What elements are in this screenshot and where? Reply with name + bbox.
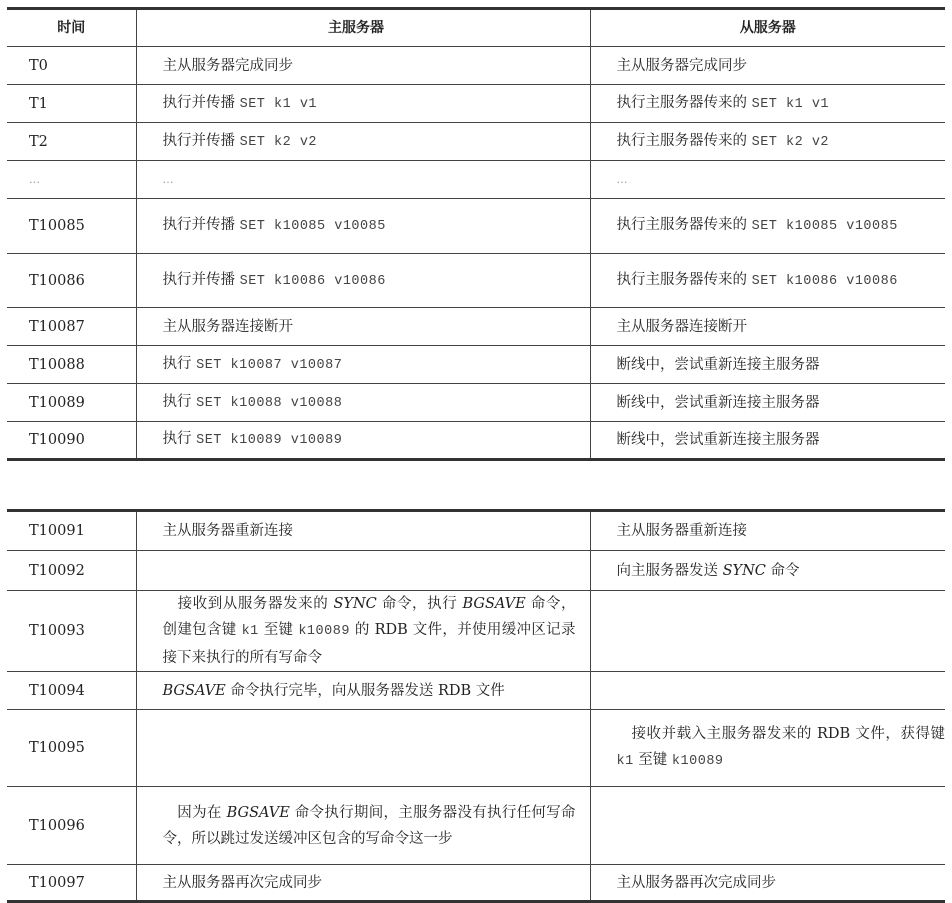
slave-text-segment: 断线中，尝试重新连接主服务器 <box>616 394 820 411</box>
table-row <box>7 346 945 384</box>
slave-text-segment: 主从服务器连接断开 <box>616 318 747 335</box>
master-cell <box>136 591 590 672</box>
table-row <box>7 672 945 710</box>
slave-text-segment: 接收并载入主服务器发来的 RDB 文件，获得键 <box>616 726 945 742</box>
master-text-segment: 执行 <box>162 393 197 410</box>
slave-cell <box>590 672 945 710</box>
slave-cell <box>590 710 945 787</box>
master-text-segment: SET k1 v1 <box>239 96 318 112</box>
slave-text-segment: 向主服务器发送 <box>616 562 723 579</box>
time-cell: T10093 <box>7 591 136 672</box>
header-time: 时间 <box>7 9 136 47</box>
master-text-segment: 执行并传播 <box>162 94 240 111</box>
master-cell <box>136 47 590 85</box>
slave-cell <box>590 308 945 346</box>
master-text-segment: … <box>162 173 174 186</box>
table-row <box>7 161 945 199</box>
time-cell: T10087 <box>7 308 136 346</box>
master-text-segment: 主从服务器重新连接 <box>162 523 293 539</box>
slave-text-segment: SET k2 v2 <box>751 134 830 150</box>
slave-cell <box>590 85 945 123</box>
master-text-segment: BGSAVE <box>226 804 290 821</box>
table-row <box>7 254 945 308</box>
time-cell: T10097 <box>7 865 136 902</box>
table-row <box>7 551 945 591</box>
slave-cell <box>590 199 945 254</box>
sync-timeline-table-part1 <box>7 7 945 461</box>
slave-text-segment: 主从服务器完成同步 <box>616 57 747 74</box>
time-cell: T10086 <box>7 254 136 308</box>
slave-cell <box>590 161 945 199</box>
table-row <box>7 308 945 346</box>
header-row <box>7 9 945 47</box>
time-cell: T10094 <box>7 672 136 710</box>
slave-text-segment: k10089 <box>671 754 724 769</box>
master-cell <box>136 511 590 551</box>
slave-text-segment: SET k10086 v10086 <box>751 273 898 289</box>
table-row <box>7 511 945 551</box>
slave-cell <box>590 123 945 161</box>
time-cell: T10088 <box>7 346 136 384</box>
master-text-segment: 因为在 <box>162 804 227 821</box>
slave-text-segment: 执行主服务器传来的 <box>616 217 752 233</box>
master-text-segment: SET k10088 v10088 <box>196 395 343 411</box>
master-cell <box>136 384 590 422</box>
master-text-segment: 的 RDB 文件，并使用缓冲区记录接下来执行的所有写命令 <box>162 622 576 666</box>
header-slave: 从服务器 <box>590 9 945 47</box>
slave-text-segment: 主从服务器再次完成同步 <box>616 874 776 891</box>
table-row <box>7 85 945 123</box>
master-text-segment: SET k10089 v10089 <box>196 433 343 448</box>
slave-text-segment: 命令 <box>765 562 800 579</box>
master-text-segment: k10089 <box>298 624 350 639</box>
slave-text-segment: SET k1 v1 <box>751 96 830 112</box>
master-cell <box>136 865 590 902</box>
master-text-segment: k1 <box>241 624 259 639</box>
slave-text-segment: SET k10085 v10085 <box>751 219 898 234</box>
master-text-segment: 执行并传播 <box>162 271 240 288</box>
table-row <box>7 199 945 254</box>
time-cell: T10089 <box>7 384 136 422</box>
time-cell: T10096 <box>7 787 136 865</box>
table-row <box>7 123 945 161</box>
table-row <box>7 865 945 902</box>
table-row <box>7 787 945 865</box>
time-cell: T2 <box>7 123 136 161</box>
master-text-segment: 执行并传播 <box>162 217 240 233</box>
master-text-segment: SET k10086 v10086 <box>239 273 386 289</box>
master-cell <box>136 123 590 161</box>
time-cell: T10091 <box>7 511 136 551</box>
master-cell <box>136 161 590 199</box>
slave-text-segment: 执行主服务器传来的 <box>616 132 752 149</box>
slave-cell <box>590 787 945 865</box>
master-text-segment: 主从服务器再次完成同步 <box>162 874 322 891</box>
slave-text-segment: 执行主服务器传来的 <box>616 271 752 288</box>
master-text-segment: 命令执行期间，主服务器没有执行任何写命令，所以跳过发送缓冲区包含的写命令这一步 <box>162 804 576 847</box>
slave-cell <box>590 511 945 551</box>
master-text-segment: 命令执行完毕，向从服务器发送 RDB 文件 <box>225 682 505 699</box>
master-text-segment: 主从服务器完成同步 <box>162 57 293 74</box>
time-cell: … <box>7 161 136 199</box>
master-text-segment: SET k10085 v10085 <box>239 219 386 234</box>
slave-text-segment: k1 <box>616 754 634 769</box>
master-text-segment: 执行 <box>162 355 197 372</box>
time-cell: T0 <box>7 47 136 85</box>
master-cell <box>136 199 590 254</box>
time-cell: T10092 <box>7 551 136 591</box>
slave-cell <box>590 384 945 422</box>
sync-timeline-table-part2 <box>7 509 945 903</box>
time-cell: T10090 <box>7 422 136 460</box>
slave-cell <box>590 591 945 672</box>
master-text-segment: SYNC <box>333 596 377 612</box>
master-cell <box>136 308 590 346</box>
slave-text-segment: 执行主服务器传来的 <box>616 94 752 111</box>
slave-cell <box>590 422 945 460</box>
time-cell: T1 <box>7 85 136 123</box>
time-cell: T10085 <box>7 199 136 254</box>
slave-text-segment: … <box>616 173 628 186</box>
master-cell <box>136 254 590 308</box>
master-cell <box>136 551 590 591</box>
slave-text-segment: 断线中，尝试重新连接主服务器 <box>616 356 820 373</box>
slave-cell <box>590 254 945 308</box>
master-cell <box>136 787 590 865</box>
master-text-segment: 命令，创建包含键 <box>162 596 576 638</box>
master-cell <box>136 346 590 384</box>
master-text-segment: 命令，执行 <box>376 596 463 612</box>
table-row <box>7 384 945 422</box>
table-row <box>7 422 945 460</box>
header-master: 主服务器 <box>136 9 590 47</box>
master-text-segment: SET k10087 v10087 <box>196 357 343 373</box>
master-text-segment: 主从服务器连接断开 <box>162 318 293 335</box>
table-row <box>7 47 945 85</box>
slave-cell <box>590 346 945 384</box>
master-text-segment: BGSAVE <box>462 596 526 612</box>
master-cell <box>136 85 590 123</box>
master-text-segment: 接收到从服务器发来的 <box>162 596 334 612</box>
slave-text-segment: 主从服务器重新连接 <box>616 523 747 539</box>
master-text-segment: 至键 <box>258 622 299 638</box>
master-cell <box>136 422 590 460</box>
slave-text-segment: 至键 <box>633 752 672 768</box>
master-text-segment: BGSAVE <box>162 682 226 699</box>
slave-cell <box>590 551 945 591</box>
master-text-segment: SET k2 v2 <box>239 134 318 150</box>
slave-text-segment: 断线中，尝试重新连接主服务器 <box>616 432 820 448</box>
table-row <box>7 710 945 787</box>
time-cell: T10095 <box>7 710 136 787</box>
slave-text-segment: SYNC <box>722 562 766 579</box>
slave-cell <box>590 47 945 85</box>
slave-cell <box>590 865 945 902</box>
master-cell <box>136 710 590 787</box>
master-text-segment: 执行 <box>162 431 197 447</box>
master-text-segment: 执行并传播 <box>162 132 240 149</box>
master-cell <box>136 672 590 710</box>
table-row <box>7 591 945 672</box>
